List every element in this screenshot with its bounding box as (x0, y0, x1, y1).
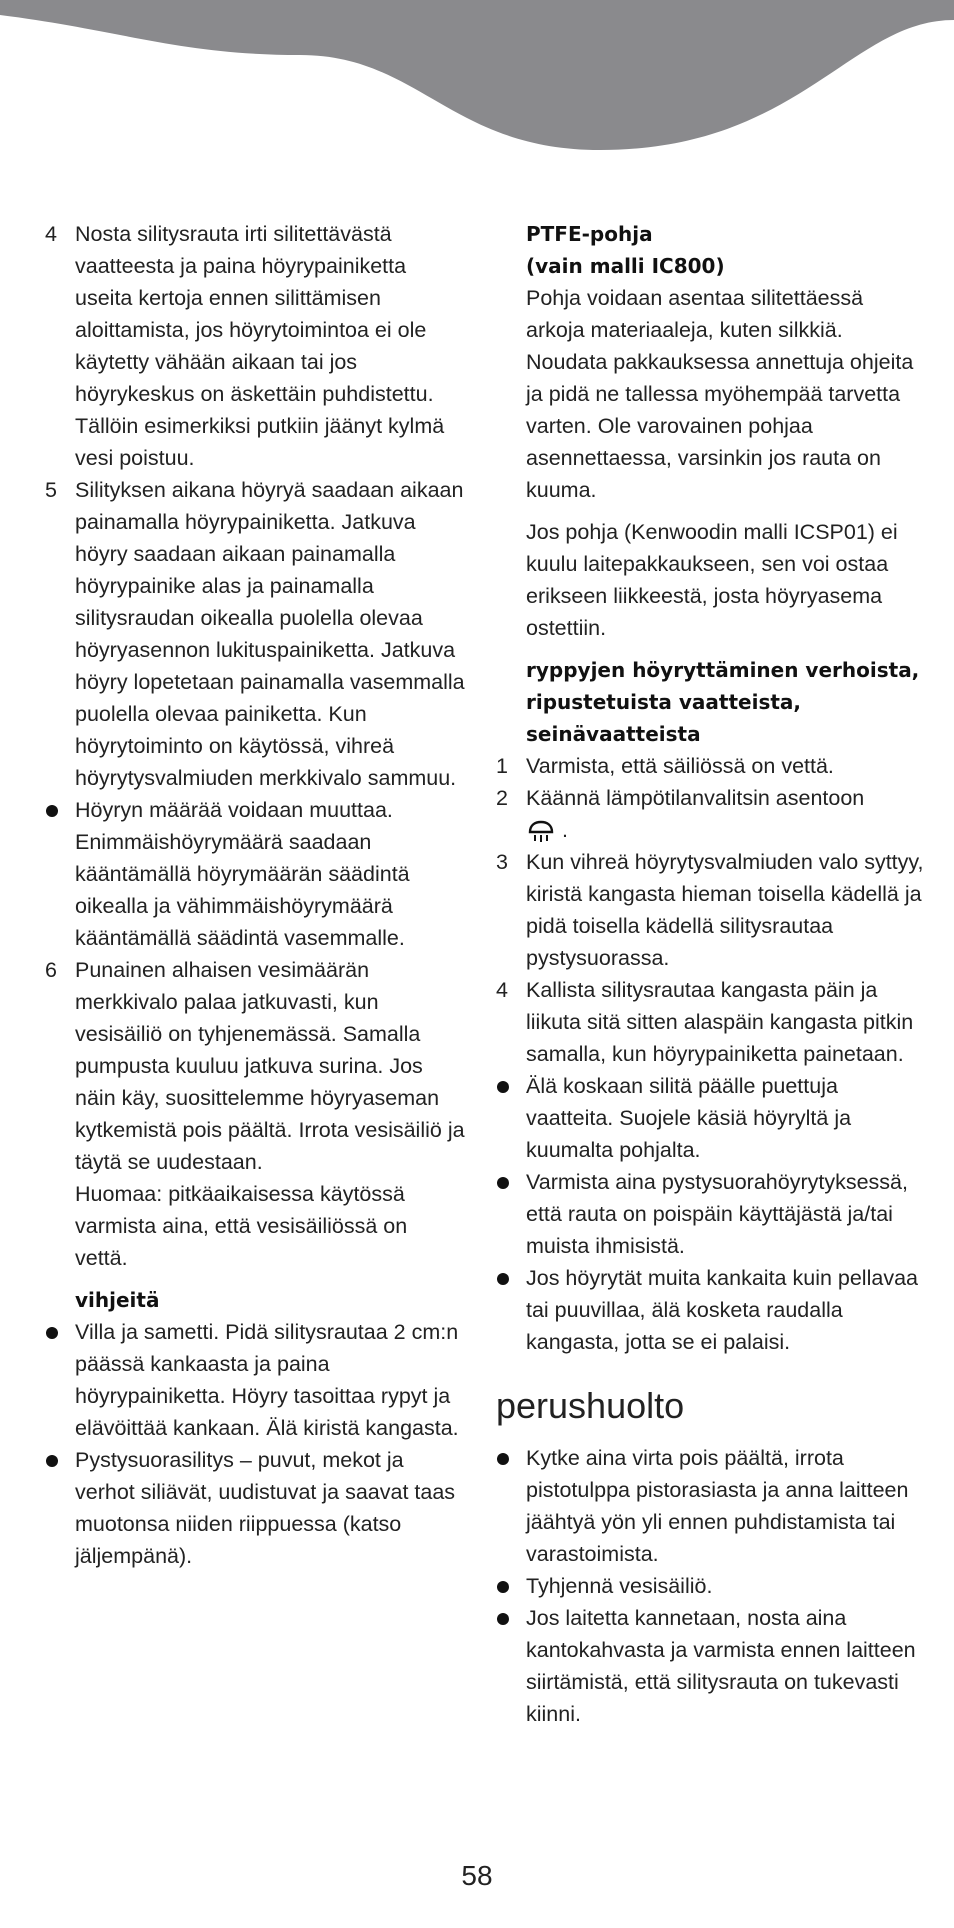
care-section-title: perushuolto (496, 1385, 685, 1426)
bullet-marker (496, 1166, 522, 1198)
steam-heading: ryppyjen höyryttäminen verhoista, ripustetuista vaatteista, seinävaatteista (526, 658, 920, 746)
numbered-item (496, 974, 926, 1070)
item-text: Kun vihreä höyrytysvalmiuden valo syttyy, kiristä kangasta hieman toisella kädellä ja pidä toisella kädellä silitysrautaa pystysuorassa. (526, 850, 924, 970)
item-text: Varmista aina pystysuorahöyrytyksessä, että rauta on poispäin käyttäjästä ja/tai muista ihmisistä. (526, 1170, 908, 1258)
numbered-item (45, 954, 465, 1178)
item-text: Kytke aina virta pois päältä, irrota pistotulppa pistorasiasta ja anna laitteen jäähtyä yön yli ennen puhdistamista tai varastoimista. (526, 1446, 909, 1566)
steam-setting-icon (526, 818, 556, 844)
bullet-item (496, 1262, 926, 1358)
right-column (496, 218, 926, 1730)
bullet-marker (496, 1262, 522, 1294)
bullet-marker (496, 1570, 522, 1602)
bullet-item (45, 1444, 465, 1572)
step-number: 1 (496, 754, 508, 778)
water-note: Huomaa: pitkäaikaisessa käytössä varmista aina, että vesisäiliössä on vettä. (75, 1182, 408, 1270)
header-wave (0, 0, 954, 160)
tips-heading: vihjeitä (75, 1288, 160, 1312)
item-text: Jos laitetta kannetaan, nosta aina kantokahvasta ja varmista ennen laitteen siirtämistä, että silitysrauta on tukevasti kiinni. (526, 1606, 916, 1726)
bullet-dot-icon (497, 1581, 509, 1593)
ptfe-paragraph-1: Pohja voidaan asentaa silitettäessä arkoja materiaaleja, kuten silkkiä. Noudata pakkauksessa annettuja ohjeita ja pidä ne tallessa myöhempää tarvetta varten. Ole varovainen pohjaa asennettaessa, varsinkin jos rauta on kuuma. (526, 286, 914, 502)
left-column (45, 218, 465, 1572)
bullet-marker (496, 1442, 522, 1474)
bullet-dot-icon (497, 1273, 509, 1285)
steam-steps-list (496, 846, 926, 1358)
care-list (496, 1442, 926, 1730)
item-text: Silityksen aikana höyryä saadaan aikaan painamalla höyrypainiketta. Jatkuva höyry saadaan aikaan painamalla höyrypainike alas ja painamalla silitysraudan oikealla puolella olevaa höyryasennon lukituspainiketta. Jatkuva höyry lopetetaan painamalla vasemmalla puolella olevaa painiketta. Kun höyrytoiminto on käytössä, vihreä höyrytysvalmiuden merkkivalo sammuu. (75, 478, 465, 790)
item-number: 5 (45, 478, 57, 502)
step-text: Varmista, että säiliössä on vettä. (526, 754, 834, 778)
bullet-marker (45, 794, 71, 826)
step-number: 2 (496, 786, 508, 810)
bullet-item (496, 1166, 926, 1262)
ptfe-paragraph-2: Jos pohja (Kenwoodin malli ICSP01) ei kuulu laitepakkaukseen, sen voi ostaa erikseen liikkeestä, josta höyryasema ostettiin. (526, 520, 898, 640)
item-text: Älä koskaan silitä päälle puettuja vaatteita. Suojele käsiä höyryltä ja kuumalta pohjalta. (526, 1074, 852, 1162)
bullet-item (496, 1570, 926, 1602)
item-number: 3 (496, 850, 508, 874)
steam-step-2 (496, 782, 926, 846)
bullet-dot-icon (497, 1177, 509, 1189)
bullet-dot-icon (497, 1453, 509, 1465)
page-number: 58 (461, 1860, 493, 1891)
left-instruction-list (45, 218, 465, 1178)
bullet-dot-icon (46, 805, 58, 817)
bullet-dot-icon (497, 1613, 509, 1625)
bullet-item (45, 1316, 465, 1444)
numbered-item (496, 846, 926, 974)
bullet-dot-icon (46, 1327, 58, 1339)
bullet-marker (45, 1316, 71, 1348)
ptfe-heading-line1: PTFE-pohja (526, 222, 653, 246)
item-text: Kallista silitysrautaa kangasta päin ja liikuta sitä sitten alaspäin kangasta pitkin samalla, kun höyrypainiketta painetaan. (526, 978, 914, 1066)
item-number: 4 (496, 978, 508, 1002)
tips-list (45, 1316, 465, 1572)
bullet-dot-icon (497, 1081, 509, 1093)
bullet-marker (496, 1070, 522, 1102)
item-text: Höyryn määrää voidaan muuttaa. Enimmäishöyrymäärä saadaan kääntämällä höyrymäärän säädintä oikealla ja vähimmäishöyrymäärä kääntämällä säädintä vasemmalle. (75, 798, 410, 950)
bullet-item (45, 794, 465, 954)
bullet-item (496, 1442, 926, 1570)
bullet-marker (496, 1602, 522, 1634)
item-text: Tyhjennä vesisäiliö. (526, 1574, 713, 1598)
steam-step-1 (496, 750, 926, 782)
step-text-end: . (561, 818, 568, 842)
numbered-item (45, 218, 465, 474)
item-text: Nosta silitysrauta irti silitettävästä vaatteesta ja paina höyrypainiketta useita kertoja ennen silittämisen aloittamista, jos höyrytoimintoa ei ole käytetty vähään aikaan tai jos höyrykeskus on äskettäin puhdistettu. Tällöin esimerkiksi putkiin jäänyt kylmä vesi poistuu. (75, 222, 445, 470)
bullet-dot-icon (46, 1455, 58, 1467)
bullet-item (496, 1602, 926, 1730)
item-number: 6 (45, 958, 57, 982)
item-text: Villa ja sametti. Pidä silitysrautaa 2 cm:n päässä kankaasta ja paina höyrypainiketta. Höyry tasoittaa rypyt ja elävöittää kankaan. Älä kiristä kangasta. (75, 1320, 459, 1440)
item-text: Punainen alhaisen vesimäärän merkkivalo palaa jatkuvasti, kun vesisäiliö on tyhjenemässä. Samalla pumpusta kuuluu jatkuva surina. Jos näin käy, suosittelemme höyryaseman kytkemistä pois päältä. Irrota vesisäiliö ja täytä se uudestaan. (75, 958, 465, 1174)
bullet-item (496, 1070, 926, 1166)
numbered-item (45, 474, 465, 794)
item-number: 4 (45, 222, 57, 246)
bullet-marker (45, 1444, 71, 1476)
step-text: Käännä lämpötilanvalitsin asentoon (526, 786, 865, 810)
ptfe-heading-line2: (vain malli IC800) (526, 254, 725, 278)
item-text: Jos höyrytät muita kankaita kuin pellavaa tai puuvillaa, älä kosketa raudalla kangasta, jotta se ei palaisi. (526, 1266, 918, 1354)
item-text: Pystysuorasilitys – puvut, mekot ja verhot siliävät, uudistuvat ja saavat taas muotonsa niiden riippuessa (katso jäljempänä). (75, 1448, 456, 1568)
